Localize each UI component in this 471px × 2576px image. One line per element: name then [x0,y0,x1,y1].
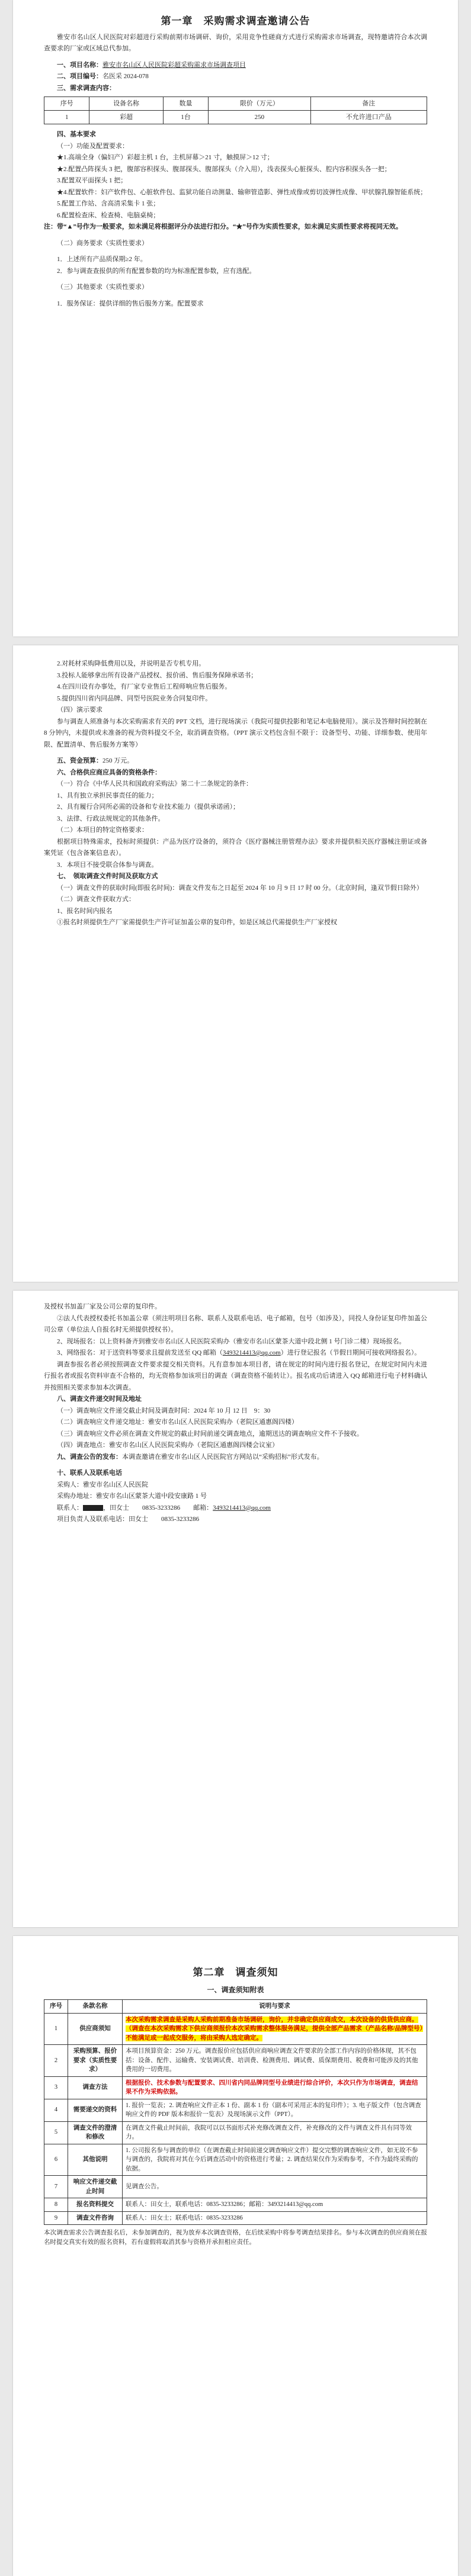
row-number: 9 [44,2211,68,2225]
row-description: 1. 报价一览表；2. 调查响应文件正本 1 份、副本 1 份（副本可采用正本的复印件）；3. 电子版文件（包含调查响应文件的 PDF 版本和报价一览表）及现场演示文件（PPT）。 [123,2099,427,2121]
row-description: 联系人：田女士；联系电话：0835-3233286 [123,2211,427,2225]
requirement-note: 注：带“▲”号作为一般要求，如未满足将根据评分办法进行扣分。“★”号作为实质性要求，如未满足实质性要求将视同无效。 [44,223,402,230]
config-item: 6.配置检查床、检查椅、电脑桌椅； [57,211,160,219]
table-row [44,111,427,124]
table-header-cell: 序号 [44,2000,68,2014]
section-obtain-docs: 七、 领取调查文件时间及获取方式 [57,873,158,880]
row-number: 7 [44,2176,68,2198]
subsection-function-config: （一）功能及配置要求： [57,142,129,150]
section-survey-content: 三、需求调查内容： [57,84,116,92]
row-number: 1 [44,2013,68,2045]
table-cell: 1 [44,111,89,124]
table-header-cell: 限价（万元） [209,97,310,111]
row-description: 联系人：田女士，联系电话：0835-3233286；邮箱：3493214413@qq.com [123,2198,427,2212]
intro-paragraph: 雅安市名山区人民医院对彩超进行采购前期市场调研、询价，采用竞争性磋商方式进行采购需求市场调查，现特邀请符合本次调查要求的厂家或区域总代参加。 [44,33,427,52]
qualification-item: 2、具有履行合同所必需的设备和专业技术能力（提供承诺函）； [57,803,239,811]
obtain-item: 1、报名时间内报名 [57,907,113,915]
submission-item: （二）调查响应文件递交地址：雅安市名山区人民医院采购办（老院区通惠阁四楼） [57,1419,298,1426]
table-row [44,2176,427,2198]
table-row [44,2099,427,2121]
obtain-item: ①报名时须提供生产厂家需提供生产许可证加盖公章的复印件，如是区域总代需提供生产厂家授权 [57,919,337,926]
obtain-method: （二）调查文件获取方式： [57,896,135,903]
contact-line: 项目负责人及联系电话：田女士 0835-3233286 [57,1516,200,1523]
table-row [44,2211,427,2225]
qualification-item: 1、具有独立承担民事责任的能力； [57,792,158,799]
obtain-item: 及授权书加盖厂家及公司公章的复印件。 [44,1303,161,1310]
section-submission: 八、调查文件递交时间及地址 [57,1395,142,1403]
config-item: ★4.配置软件：妇产软件包、心脏软件包、监狱功能自动测量、输卵管造影、弹性成像或剪切波弹性成像、甲状腺乳腺智能系统； [57,188,427,196]
section-qualification: 六、合格供应商应具备的资格条件： [57,768,161,776]
table-heading: 一、调查须知附表 [207,1985,264,1994]
table-row [44,2045,427,2077]
table-header-row [44,97,427,111]
project-name-label: 一、项目名称： [57,61,102,69]
demo-paragraph: 参与调查人须准备与本次采购需求有关的 PPT 文档，进行现场演示（我院可提供投影和笔记本电脑使用）。演示及答辩时间控制在 8 分钟内，未提供或未准备的视为资料提交不全，取消调查资格。（PPT 演示文档包含但不限于：设备型号、功能、详细参数、使用年限、配置清单、售后服务方案等） [44,718,427,748]
config-item: 5.配置工作站、含高清采集卡 1 张； [57,200,160,207]
document-page-1 [13,0,458,636]
business-item: 2．参与调查查报供的所有配置参数的均为标准配置参数，应有选配。 [57,267,256,275]
other-item: 4.在四川设有办事处，有厂家专业售后工程师响应售后服务。 [57,683,232,690]
table-row [44,2076,427,2099]
row-title: 调查文件咨询 [68,2211,123,2225]
no-consortium: 3．本项目不接受联合体参与调查。 [57,861,158,869]
row-title: 响应文件递交截止时间 [68,2176,123,2198]
registration-email-link[interactable]: 3493214413@qq.com [222,1349,281,1356]
online-registration-text: 3、网络报名：对于送资料等要求且提前发送至 QQ 邮箱（ [57,1349,223,1356]
config-item: 3.配置双平面探头 1 把； [57,177,127,184]
table-row [44,2198,427,2212]
row-title: 调查文件的澄清和修改 [68,2121,123,2144]
chapter-title: 第二章 调查须知 [193,1967,278,1978]
row-description: 见调查公告。 [123,2176,427,2198]
config-item: ★2.配置凸阵探头 3 把，腹部容积探头、腹部探头、腹部探头（介入用），浅表探头心脏探头、腔内容积探头各一把； [57,165,391,173]
table-header-cell: 序号 [44,97,89,111]
announcement-label: 九、调查公告的发布： [57,1453,122,1461]
contact-text: ，田女士 0835-3233286 邮箱： [103,1504,213,1511]
row-description: 根据报价、技术参数与配置要求、四川省内同品牌同型号业绩进行综合评价，本次只作为市场调查，调查结果不作为采购依据。 [123,2076,427,2099]
subsection-demo: （四）演示要求 [57,706,102,713]
document-page-3 [13,1291,458,1927]
obtain-time: （一）调查文件的获取时间(即报名时间)：调查文件发布之日起至 2024 年 10 月 9 日 17 时 00 分。（北京时间，逢双节假日除外） [57,884,423,892]
project-number-label: 二、项目编号： [57,73,102,80]
config-item: ★1.高端全身（偏妇产）彩超主机 1 台，主机屏幕＞21 寸，触摸屏＞12 寸； [57,154,274,161]
document-page-2 [13,645,458,1282]
onsite-registration: 2、现场报名：以上资料备齐到雅安市名山区人民医院采购办（雅安市名山区蒙茶大道中段北侧 1 号门诊二楼）现场报名。 [57,1337,406,1345]
notice-table [44,1999,427,2225]
contact-email-link[interactable]: 3493214413@qq.com [213,1504,271,1511]
row-number: 3 [44,2076,68,2099]
table-header-row [44,2000,427,2014]
project-name-value: 雅安市名山区人民医院彩超采购需求市场调查项目 [102,61,246,69]
table-row [44,2144,427,2176]
table-row [44,2013,427,2045]
announcement [44,1452,427,1464]
project-name [44,60,427,72]
qualification-item: 3、法律、行政法规规定的其他条件。 [57,815,165,822]
budget-value: 250 万元。 [102,757,134,764]
submission-item: （三）调查响应文件必须在调查文件规定的截止时间前递交调查地点，逾期送达的调查响应文件不予接收。 [57,1430,363,1437]
row-description: 在调查文件截止时间前，我院可以以书面形式补充修改调查文件，补充修改的文件与调查文件具有同等效力。 [123,2121,427,2144]
table-header-cell: 说明与要求 [123,2000,427,2014]
row-description: 1. 公司报名参与调查的单位（在调查截止时间前递交调查响应文件）提交完整的调查响应文件，如无故不参与调查的，我院将对其在今后调查活动中的资格进行考量；2. 调查结果仅作为采购参考，不作为最终采购的依据。 [123,2144,427,2176]
project-number [44,71,427,83]
submission-item: （一）调查响应文件递交截止时间及调查时间：2024 年 10 月 12 日 9：30 [57,1407,271,1414]
row-title: 报名资料提交 [68,2198,123,2212]
buyer: 采购人：雅安市名山区人民医院 [57,1481,148,1488]
table-header-cell: 条款名称 [68,2000,123,2014]
online-registration-text: ）进行登记报名（节假日期间可接收网络报名）。 [280,1349,421,1356]
row-number: 6 [44,2144,68,2176]
other-item: 2.对耗材采购降低费用以及，并说明是否专机专用。 [57,660,206,667]
table-header-cell: 数量 [163,97,208,111]
announcement-value: 本调查邀请在雅安市名山区人民医院官方网站以“采购招标”形式发布。 [122,1453,323,1461]
table-cell: 彩超 [89,111,163,124]
requirements-table [44,97,427,124]
submission-item: （四）调查地点：雅安市名山区人民医院采购办（老院区通惠阁四楼会议室） [57,1442,278,1449]
subsection-law: （一）符合《中华人民共和国政府采购法》第二十二条规定的条件： [57,780,252,787]
contact-line [44,1503,427,1514]
page-title: 第一章 采购需求调查邀请公告 [161,15,310,27]
other-item: 1．服务保证：提供详细的售后服务方案。配置要求 [57,300,204,307]
registration-note: 调查参报名者必须按照调查文件要求提交相关资料。凡有意参加本项目者，请在规定的时间内进行报名登记，在规定时间内未进行报名者或报名资料审查不合格的，均无资格参加该项目的调查（调查资格不能转让）。报名成功后请进入 QQ 邮箱进行电子材料确认并按照相关要求参加本次调查。 [44,1361,427,1391]
row-number: 8 [44,2198,68,2212]
table-cell: 不允许进口产品 [310,111,427,124]
row-title: 供应商须知 [68,2013,123,2045]
row-title: 调查方法 [68,2076,123,2099]
row-description [123,2013,427,2045]
subsection-other: （三）其他要求（实质性要求） [57,284,148,291]
row-title: 其他说明 [68,2144,123,2176]
row-title: 需要递交的资料 [68,2099,123,2121]
table-header-cell: 设备名称 [89,97,163,111]
redaction-bar [83,1505,103,1511]
document-page-4 [13,1936,458,2576]
budget [44,755,427,767]
business-item: 1．上述所有产品质保期≥2 年。 [57,256,147,263]
footer-note: 本次调查需求公告调查报名后，未参加调查的，视为放弃本次调查资格，在后续采购中将参考调查结果排名。参与本次调查的供应商须在报名时提交真实有效的报名资料，若有虚假将取消其参与资格并承担相应责任。 [44,2230,427,2246]
online-registration [44,1348,427,1359]
other-item: 3.投标人能够拿出所有设备产品授权、报价函、售后服务保障承诺书； [57,671,258,679]
budget-label: 五、资金预算： [57,757,102,764]
contact-text: 联系人： [57,1504,83,1511]
row-number: 5 [44,2121,68,2144]
table-row [44,2121,427,2144]
table-cell: 250 [209,111,310,124]
row-number: 4 [44,2099,68,2121]
obtain-item: ②法人代表授权委托书加盖公章（须注明项目名称、联系人及联系电话、电子邮箱，包号（如涉及），同投人身份证复印件加盖公司公章（单位法人自报名时无须提供授权书）。 [44,1314,427,1333]
section-basic-requirements: 四、基本要求 [57,131,96,138]
subsection-special: （二）本项目的特定资格要求： [57,826,148,834]
row-title: 采购预算、报价要求（实质性要求） [68,2045,123,2077]
row-description: 本项目预算资金：250 万元。调查报价应包括供应商响应调查文件要求的全部工作内容的价格体现，其不包括：设备、配件、运输费、安装调试费、培训费、检测费用、调试费、质保期费用、税费和可能涉及的其他费用的一切费用。 [123,2045,427,2077]
row-description-text: 本次采购需求调查是采购人采购前期准备市场调研，询价，并非确定供应商成交，本次设备的供货供应商。（调查在本次采购需求下供应商须报价本次采购需求整体服务满足，提供全部产品需求（产品名称/品牌型号）不能满足或一起成交服务，将由采购人选定确定。 [126,2016,423,2041]
subsection-business: （二）商务要求（实质性要求） [57,239,148,247]
special-requirement: 根据项目特殊需求，投标时须提供：产品为医疗设备的，须符合《医疗器械注册管理办法》要求并提供相关医疗器械注册证或备案凭证（包含备案信息表）。 [44,838,427,857]
other-item: 5.提供四川省内同品牌、同型号医院业务合同复印件。 [57,694,212,702]
section-contact: 十、联系人及联系电话 [57,1469,122,1477]
table-cell: 1台 [163,111,208,124]
row-number: 2 [44,2045,68,2077]
table-header-cell: 备注 [310,97,427,111]
project-number-value: 名医采 2024-078 [102,73,149,80]
buyer-address: 采购办地址：雅安市名山区蒙茶大道中段安康路 1 号 [57,1493,207,1500]
